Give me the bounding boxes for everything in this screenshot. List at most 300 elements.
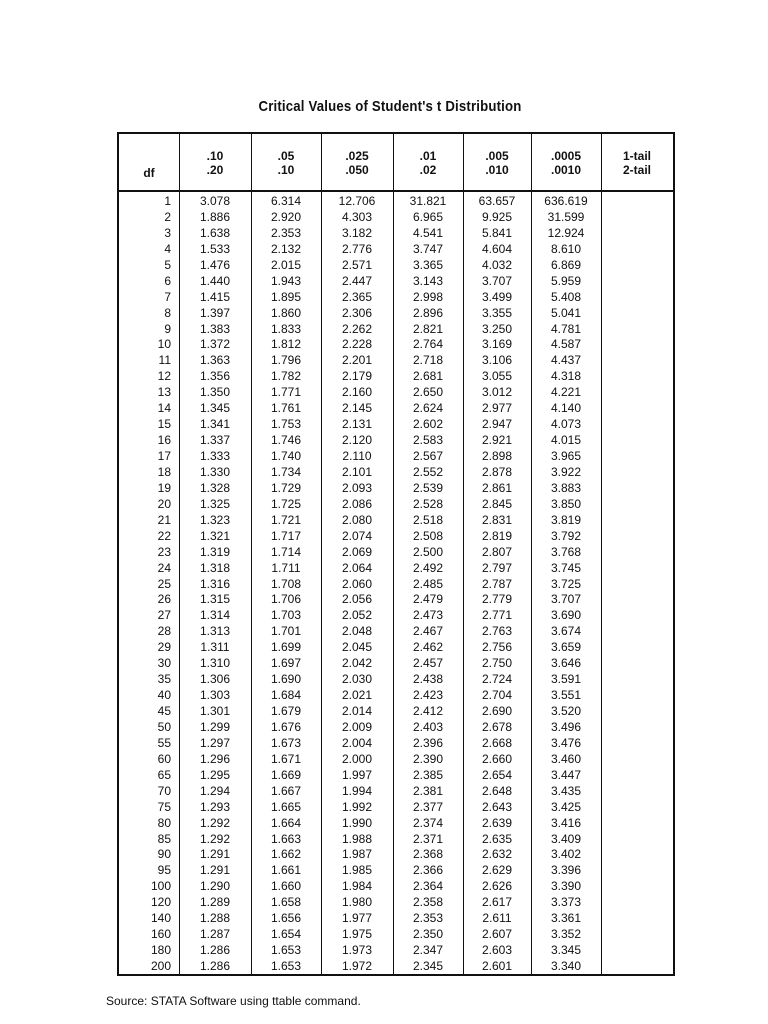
table-row — [119, 513, 673, 529]
t-value-cell: 2.690 — [481, 704, 513, 718]
t-value-cell: 3.078 — [199, 194, 231, 208]
t-value-cell: 2.681 — [412, 369, 444, 384]
t-value-cell: 2.639 — [481, 815, 513, 830]
t-value-cell: 1.708 — [270, 576, 302, 591]
t-value-cell: 2.056 — [341, 592, 373, 607]
t-value-cell: 2.668 — [481, 735, 513, 750]
t-value-cell: 1.440 — [199, 273, 231, 288]
table-row — [119, 656, 673, 672]
t-value-cell: 2.779 — [481, 592, 513, 607]
t-value-cell: 1.286 — [199, 959, 231, 973]
t-value-cell: 2.030 — [341, 672, 373, 687]
t-value-cell: 1.292 — [199, 815, 231, 830]
t-value-cell: 6.869 — [550, 257, 582, 272]
two-tail-label: 2-tail — [622, 163, 651, 177]
t-value-cell: 1.985 — [341, 863, 373, 878]
t-value-cell: 1.654 — [270, 927, 302, 942]
df-cell: 160 — [150, 927, 171, 942]
t-value-cell: 1.697 — [270, 656, 302, 671]
df-cell: 23 — [157, 544, 171, 559]
t-value-cell: 2.110 — [342, 449, 372, 463]
t-value-cell: 1.397 — [199, 305, 231, 320]
t-value-cell: 3.499 — [481, 289, 513, 304]
table-row — [119, 417, 673, 433]
t-value-cell: 2.500 — [412, 544, 444, 559]
table-row — [119, 704, 673, 720]
t-value-cell: 1.333 — [199, 449, 231, 463]
t-value-cell: 2.797 — [481, 560, 513, 575]
t-value-cell: 2.042 — [341, 656, 373, 671]
t-value-cell: 3.352 — [550, 927, 582, 942]
t-value-cell: 1.299 — [199, 719, 231, 734]
t-value-cell: 3.520 — [550, 704, 582, 718]
t-value-cell: 2.385 — [412, 767, 444, 782]
t-value-cell: 1.886 — [199, 209, 231, 224]
t-value-cell: 2.648 — [481, 783, 513, 798]
t-value-cell: 3.365 — [412, 257, 444, 272]
t-value-cell: 2.921 — [481, 433, 513, 448]
t-value-cell: 1.664 — [270, 815, 302, 830]
t-value-cell: 2.485 — [412, 576, 444, 591]
t-value-cell: 2.390 — [412, 751, 444, 766]
table-row — [119, 481, 673, 497]
t-value-cell: 3.012 — [481, 385, 513, 400]
t-value-cell: 2.776 — [341, 241, 373, 256]
table-row — [119, 608, 673, 624]
t-value-cell: 1.972 — [341, 959, 373, 973]
t-value-cell: 6.314 — [270, 194, 302, 208]
t-value-cell: 1.291 — [199, 847, 231, 862]
t-value-cell: 2.201 — [341, 353, 373, 368]
t-value-cell: 2.821 — [412, 321, 444, 336]
one-tail-label: 1-tail — [622, 149, 651, 163]
column-header-1 — [179, 149, 251, 177]
t-value-cell: 1.746 — [270, 433, 302, 448]
table-row — [119, 226, 673, 242]
t-value-cell: 2.364 — [412, 879, 444, 894]
t-value-cell: 3.674 — [550, 624, 582, 639]
t-value-cell: 2.878 — [481, 464, 513, 479]
table-row — [119, 465, 673, 481]
t-value-cell: 2.819 — [481, 528, 513, 543]
t-value-cell: 3.425 — [550, 799, 582, 814]
one-tail-value: .10 — [206, 149, 224, 163]
t-value-cell: 2.601 — [481, 959, 513, 973]
t-value-cell: 4.318 — [550, 369, 582, 384]
t-value-cell: 3.106 — [481, 353, 513, 368]
df-cell: 90 — [157, 847, 171, 862]
df-cell: 27 — [157, 608, 171, 623]
t-value-cell: 2.764 — [412, 337, 444, 352]
t-value-cell: 1.895 — [270, 289, 302, 304]
t-value-cell: 1.290 — [199, 879, 231, 894]
t-value-cell: 2.353 — [412, 911, 444, 926]
t-value-cell: 1.761 — [270, 401, 302, 416]
t-value-cell: 12.924 — [547, 225, 585, 240]
t-value-cell: 5.041 — [550, 305, 582, 320]
t-value-cell: 2.624 — [412, 401, 444, 416]
t-value-cell: 1.319 — [199, 544, 231, 559]
t-value-cell: 31.821 — [409, 194, 447, 208]
t-value-cell: 3.396 — [550, 863, 582, 878]
t-value-cell: 2.611 — [482, 911, 512, 926]
t-value-cell: 1.350 — [199, 385, 231, 400]
t-value-cell: 2.377 — [412, 799, 444, 814]
t-value-cell: 2.771 — [481, 608, 513, 623]
t-value-cell: 3.340 — [550, 959, 582, 973]
df-cell: 4 — [164, 241, 171, 256]
t-value-cell: 2.750 — [481, 656, 513, 671]
df-cell: 13 — [157, 385, 171, 400]
one-tail-value: .005 — [485, 149, 509, 163]
df-cell: 19 — [157, 480, 171, 495]
t-value-cell: 2.896 — [412, 305, 444, 320]
t-value-cell: 2.492 — [412, 560, 444, 575]
t-value-cell: 3.345 — [550, 943, 582, 958]
t-value-cell: 2.353 — [270, 225, 302, 240]
t-value-cell: 1.984 — [341, 879, 373, 894]
table-row — [119, 561, 673, 577]
df-cell: 8 — [164, 305, 171, 320]
t-value-cell: 1.286 — [199, 943, 231, 958]
column-header-3 — [321, 149, 393, 177]
table-row — [119, 927, 673, 943]
table-row — [119, 832, 673, 848]
t-value-cell: 2.998 — [412, 289, 444, 304]
t-value-cell: 1.667 — [270, 783, 302, 798]
t-value-cell: 3.169 — [481, 337, 513, 352]
df-cell: 2 — [164, 209, 171, 224]
source-note: Source: STATA Software using ttable command. — [106, 994, 361, 1008]
one-tail-value: .01 — [419, 149, 437, 163]
t-value-cell: 1.314 — [199, 608, 231, 623]
t-value-cell: 1.313 — [199, 624, 231, 639]
t-value-cell: 1.653 — [270, 943, 302, 958]
table-row — [119, 863, 673, 879]
t-value-cell: 1.311 — [200, 640, 230, 655]
t-value-cell: 2.014 — [341, 704, 373, 718]
t-value-cell: 2.052 — [341, 608, 373, 623]
t-value-cell: 3.416 — [550, 815, 582, 830]
t-value-cell: 4.015 — [550, 433, 582, 448]
t-value-cell: 2.552 — [412, 464, 444, 479]
t-value-cell: 2.467 — [412, 624, 444, 639]
t-value-cell: 1.734 — [270, 464, 302, 479]
t-value-cell: 2.567 — [412, 449, 444, 463]
t-value-cell: 2.660 — [481, 751, 513, 766]
t-value-cell: 2.947 — [481, 417, 513, 432]
df-cell: 30 — [157, 656, 171, 671]
t-value-cell: 3.476 — [550, 735, 582, 750]
t-value-cell: 1.323 — [199, 512, 231, 527]
two-tail-value: .050 — [345, 163, 369, 177]
df-cell: 200 — [150, 959, 171, 973]
t-value-cell: 3.768 — [550, 544, 582, 559]
t-value-cell: 1.679 — [270, 704, 302, 718]
t-value-cell: 6.965 — [412, 209, 444, 224]
t-value-cell: 1.711 — [271, 560, 301, 575]
table-row — [119, 242, 673, 258]
t-value-cell: 2.368 — [412, 847, 444, 862]
df-column-header: df — [143, 166, 155, 180]
t-value-cell: 2.366 — [412, 863, 444, 878]
t-value-cell: 1.533 — [199, 241, 231, 256]
t-value-cell: 2.060 — [341, 576, 373, 591]
t-value-cell: 1.653 — [270, 959, 302, 973]
t-value-cell: 63.657 — [478, 194, 516, 208]
two-tail-value: .20 — [206, 163, 224, 177]
t-value-cell: 1.796 — [270, 353, 302, 368]
table-row — [119, 943, 673, 959]
t-value-cell: 1.703 — [270, 608, 302, 623]
table-row — [119, 800, 673, 816]
t-value-cell: 2.350 — [412, 927, 444, 942]
df-cell: 17 — [157, 449, 171, 463]
df-cell: 14 — [157, 401, 171, 416]
table-row — [119, 624, 673, 640]
table-row — [119, 306, 673, 322]
t-value-cell: 3.792 — [550, 528, 582, 543]
t-value-cell: 3.143 — [412, 273, 444, 288]
column-header-5 — [463, 149, 531, 177]
df-cell: 10 — [157, 337, 171, 352]
t-value-cell: 1.293 — [199, 799, 231, 814]
t-value-cell: 2.473 — [412, 608, 444, 623]
t-value-cell: 2.131 — [341, 417, 373, 432]
t-value-cell: 1.658 — [270, 895, 302, 910]
t-value-cell: 2.632 — [481, 847, 513, 862]
t-value-cell: 3.409 — [550, 831, 582, 846]
t-value-cell: 1.833 — [270, 321, 302, 336]
t-value-cell: 3.965 — [550, 449, 582, 463]
df-cell: 12 — [157, 369, 171, 384]
t-value-cell: 3.707 — [550, 592, 582, 607]
table-row — [119, 752, 673, 768]
t-value-cell: 2.626 — [481, 879, 513, 894]
t-value-cell: 3.373 — [550, 895, 582, 910]
df-cell: 11 — [158, 353, 171, 368]
t-value-cell: 2.132 — [270, 241, 302, 256]
t-value-cell: 2.064 — [341, 560, 373, 575]
t-value-cell: 1.297 — [199, 735, 231, 750]
t-value-cell: 3.725 — [550, 576, 582, 591]
table-row — [119, 688, 673, 704]
t-value-cell: 1.997 — [341, 767, 373, 782]
t-value-cell: 3.591 — [550, 672, 582, 687]
table-row — [119, 768, 673, 784]
t-value-cell: 1.661 — [270, 863, 302, 878]
t-value-cell: 4.541 — [412, 225, 444, 240]
t-value-cell: 1.337 — [199, 433, 231, 448]
table-row — [119, 194, 673, 210]
t-value-cell: 3.745 — [550, 560, 582, 575]
page-title: Critical Values of Student's t Distribution — [258, 98, 522, 115]
t-value-cell: 5.408 — [550, 289, 582, 304]
t-value-cell: 2.539 — [412, 480, 444, 495]
table-row — [119, 274, 673, 290]
df-cell: 20 — [157, 496, 171, 511]
column-header-4 — [393, 149, 463, 177]
t-value-cell: 4.032 — [481, 257, 513, 272]
t-value-cell: 2.898 — [481, 449, 513, 463]
t-value-cell: 2.179 — [341, 369, 373, 384]
t-value-cell: 4.140 — [550, 401, 582, 416]
t-value-cell: 2.571 — [341, 257, 373, 272]
table-row — [119, 545, 673, 561]
t-value-cell: 1.288 — [199, 911, 231, 926]
t-value-cell: 1.295 — [199, 767, 231, 782]
t-value-cell: 2.120 — [341, 433, 373, 448]
t-value-cell: 2.508 — [412, 528, 444, 543]
t-value-cell: 3.690 — [550, 608, 582, 623]
df-cell: 65 — [157, 767, 171, 782]
t-value-cell: 1.701 — [270, 624, 302, 639]
two-tail-value: .02 — [419, 163, 437, 177]
t-value-cell: 2.358 — [412, 895, 444, 910]
t-value-cell: 2.787 — [481, 576, 513, 591]
t-value-cell: 1.988 — [341, 831, 373, 846]
t-value-cell: 1.330 — [199, 464, 231, 479]
t-value-cell: 1.363 — [199, 353, 231, 368]
df-cell: 180 — [150, 943, 171, 958]
t-value-cell: 4.587 — [550, 337, 582, 352]
t-value-cell: 3.922 — [550, 464, 582, 479]
df-cell: 140 — [150, 911, 171, 926]
t-value-cell: 1.943 — [270, 273, 302, 288]
t-value-cell: 2.603 — [481, 943, 513, 958]
t-value-cell: 4.604 — [481, 241, 513, 256]
t-value-cell: 2.365 — [341, 289, 373, 304]
df-cell: 6 — [164, 273, 171, 288]
tail-labels — [601, 149, 673, 177]
t-value-cell: 1.345 — [199, 401, 231, 416]
table-row — [119, 258, 673, 274]
t-value-cell: 1.321 — [199, 528, 231, 543]
table-row — [119, 401, 673, 417]
t-value-cell: 12.706 — [338, 194, 376, 208]
one-tail-value: .05 — [277, 149, 295, 163]
t-value-cell: 3.747 — [412, 241, 444, 256]
t-value-cell: 1.721 — [270, 512, 302, 527]
t-value-cell: 2.045 — [341, 640, 373, 655]
t-value-cell: 1.310 — [199, 656, 231, 671]
table-row — [119, 640, 673, 656]
table-row — [119, 497, 673, 513]
t-value-cell: 2.000 — [341, 751, 373, 766]
t-value-cell: 2.650 — [412, 385, 444, 400]
table-row — [119, 895, 673, 911]
t-value-cell: 1.315 — [199, 592, 231, 607]
t-value-cell: 3.435 — [550, 783, 582, 798]
t-value-cell: 1.660 — [270, 879, 302, 894]
t-value-cell: 4.073 — [550, 417, 582, 432]
t-value-cell: 2.629 — [481, 863, 513, 878]
df-cell: 29 — [157, 640, 171, 655]
df-cell: 1 — [164, 194, 171, 208]
t-value-cell: 1.316 — [199, 576, 231, 591]
t-value-cell: 2.160 — [341, 385, 373, 400]
t-value-cell: 3.883 — [550, 480, 582, 495]
table-row — [119, 720, 673, 736]
t-value-cell: 3.850 — [550, 496, 582, 511]
t-value-cell: 1.662 — [270, 847, 302, 862]
table-row — [119, 672, 673, 688]
one-tail-value: .025 — [345, 149, 369, 163]
table-row — [119, 449, 673, 465]
t-value-cell: 2.678 — [481, 719, 513, 734]
df-cell: 22 — [157, 528, 171, 543]
t-value-cell: 3.402 — [550, 847, 582, 862]
df-cell: 28 — [157, 624, 171, 639]
t-value-cell: 2.756 — [481, 640, 513, 655]
df-cell: 60 — [157, 751, 171, 766]
t-value-cell: 2.080 — [341, 512, 373, 527]
df-cell: 21 — [157, 512, 171, 527]
df-cell: 45 — [157, 704, 171, 718]
t-value-cell: 1.812 — [270, 337, 302, 352]
t-value-cell: 2.347 — [412, 943, 444, 958]
t-value-cell: 1.714 — [270, 544, 302, 559]
t-value-cell: 2.228 — [341, 337, 373, 352]
t-value-cell: 1.328 — [199, 480, 231, 495]
t-value-cell: 1.860 — [270, 305, 302, 320]
t-value-cell: 1.671 — [270, 751, 302, 766]
table-row — [119, 322, 673, 338]
t-value-cell: 2.583 — [412, 433, 444, 448]
t-value-cell: 1.992 — [341, 799, 373, 814]
t-value-cell: 31.599 — [547, 209, 585, 224]
t-value-cell: 3.496 — [550, 719, 582, 734]
table-row — [119, 847, 673, 863]
column-header-6 — [531, 149, 601, 177]
t-value-cell: 2.718 — [412, 353, 444, 368]
table-row — [119, 959, 673, 975]
t-value-cell: 1.729 — [270, 480, 302, 495]
t-value-cell: 1.383 — [199, 321, 231, 336]
df-cell: 7 — [164, 289, 171, 304]
t-value-cell: 1.665 — [270, 799, 302, 814]
df-cell: 75 — [157, 799, 171, 814]
t-value-cell: 1.980 — [341, 895, 373, 910]
t-value-cell: 1.977 — [341, 911, 373, 926]
t-value-cell: 2.704 — [481, 688, 513, 703]
table-row — [119, 736, 673, 752]
t-value-cell: 1.476 — [199, 257, 231, 272]
t-value-cell: 2.977 — [481, 401, 513, 416]
df-cell: 15 — [157, 417, 171, 432]
t-value-cell: 1.673 — [270, 735, 302, 750]
t-value-cell: 2.403 — [412, 719, 444, 734]
t-value-cell: 2.528 — [412, 496, 444, 511]
table-row — [119, 784, 673, 800]
t-value-cell: 2.009 — [341, 719, 373, 734]
t-value-cell: 2.371 — [412, 831, 444, 846]
t-value-cell: 3.355 — [481, 305, 513, 320]
t-value-cell: 2.438 — [412, 672, 444, 687]
df-cell: 24 — [157, 560, 171, 575]
table-body — [119, 194, 673, 975]
t-value-cell: 1.690 — [270, 672, 302, 687]
t-value-cell: 1.753 — [270, 417, 302, 432]
t-value-cell: 3.182 — [341, 225, 373, 240]
t-value-cell: 2.004 — [341, 735, 373, 750]
t-value-cell: 2.423 — [412, 688, 444, 703]
t-value-cell: 2.807 — [481, 544, 513, 559]
table-row — [119, 592, 673, 608]
t-value-cell: 2.602 — [412, 417, 444, 432]
df-cell: 5 — [164, 257, 171, 272]
table-row — [119, 353, 673, 369]
